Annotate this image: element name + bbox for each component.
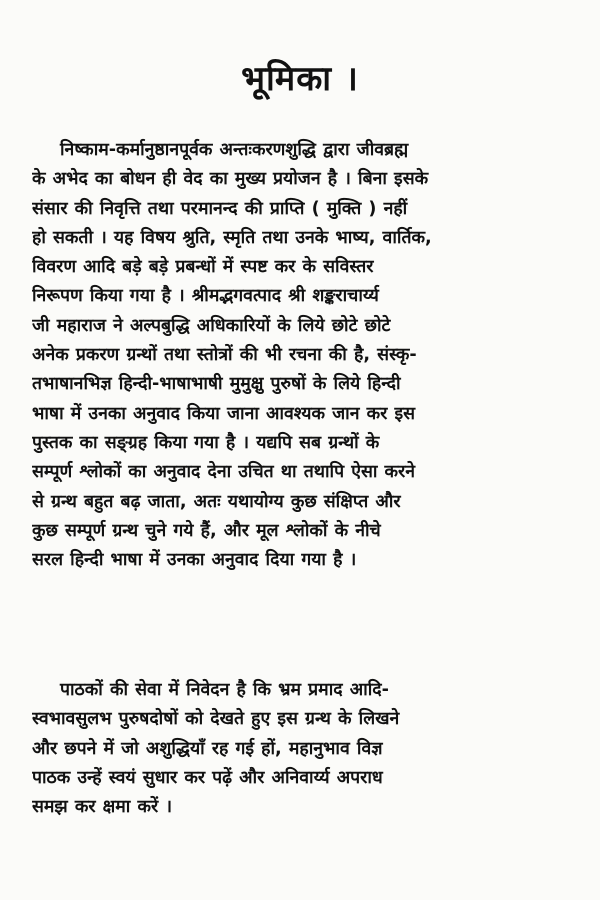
text-line: संसार की निवृत्ति तथा परमानन्द की प्राप्ति ( मुक्ति ) नहीं <box>32 198 408 219</box>
text-line: हो सकती । यह विषय श्रुति, स्मृति तथा उनके भाष्य, वार्तिक, <box>32 227 432 248</box>
text-line: कुछ सम्पूर्ण ग्रन्थ चुने गये हैं, और मूल श्लोकों के नीचे <box>32 520 381 541</box>
text-line: समझ कर क्षमा करें । <box>32 797 172 818</box>
text-line: स्वभावसुलभ पुरुषदोषों को देखते हुए इस ग्रन्थ के लिखने <box>32 709 400 730</box>
text-line: पाठकों की सेवा में निवेदन है कि भ्रम प्रमाद आदि- <box>60 680 389 700</box>
page-title: भूमिका । <box>241 59 359 99</box>
text-line: पाठक उन्हें स्वयं सुधार कर पढ़ें और अनिवार्य्य अपराध <box>32 767 383 788</box>
text-line: भाषा में उनका अनुवाद किया जाना आवश्यक जान कर इस <box>32 403 415 424</box>
text-line: से ग्रन्थ बहुत बढ़ जाता, अतः यथायोग्य कुछ संक्षिप्त और <box>32 491 401 512</box>
text-line: निरूपण किया गया है । श्रीमद्भगवत्पाद श्री शङ्कराचार्य्य <box>32 286 379 307</box>
paragraph-1 <box>32 136 594 575</box>
text-line: सम्पूर्ण श्लोकों का अनुवाद देना उचित था तथापि ऐसा करने <box>32 462 415 483</box>
text-line: जी महाराज ने अल्पबुद्धि अधिकारियों के लिये छोटे छोटे <box>32 315 391 336</box>
text-line: सरल हिन्दी भाषा में उनका अनुवाद दिया गया है । <box>32 550 357 571</box>
text-line: पुस्तक का सङ्ग्रह किया गया है । यद्यपि सब ग्रन्थों के <box>32 432 380 453</box>
text-line: के अभेद का बोधन ही वेद का मुख्य प्रयोजन है । बिना इसके <box>32 169 429 190</box>
text-line: अनेक प्रकरण ग्रन्थों तथा स्तोत्रों की भी रचना की है, संस्कृ- <box>32 345 417 366</box>
paragraph-2 <box>32 676 594 822</box>
text-line: तभाषानभिज्ञ हिन्दी-भाषाभाषी मुमुक्षु पुरुषों के लिये हिन्दी <box>32 374 401 395</box>
text-line: विवरण आदि बड़े बड़े प्रबन्धों में स्पष्ट कर के सविस्तर <box>32 257 374 278</box>
text-line: और छपने में जो अशुद्धियाँ रह गई हों, महानुभाव विज्ञ <box>32 738 383 759</box>
text-line: निष्काम-कर्मानुष्ठानपूर्वक अन्तःकरणशुद्धि द्वारा जीवब्रह्म <box>60 140 409 160</box>
